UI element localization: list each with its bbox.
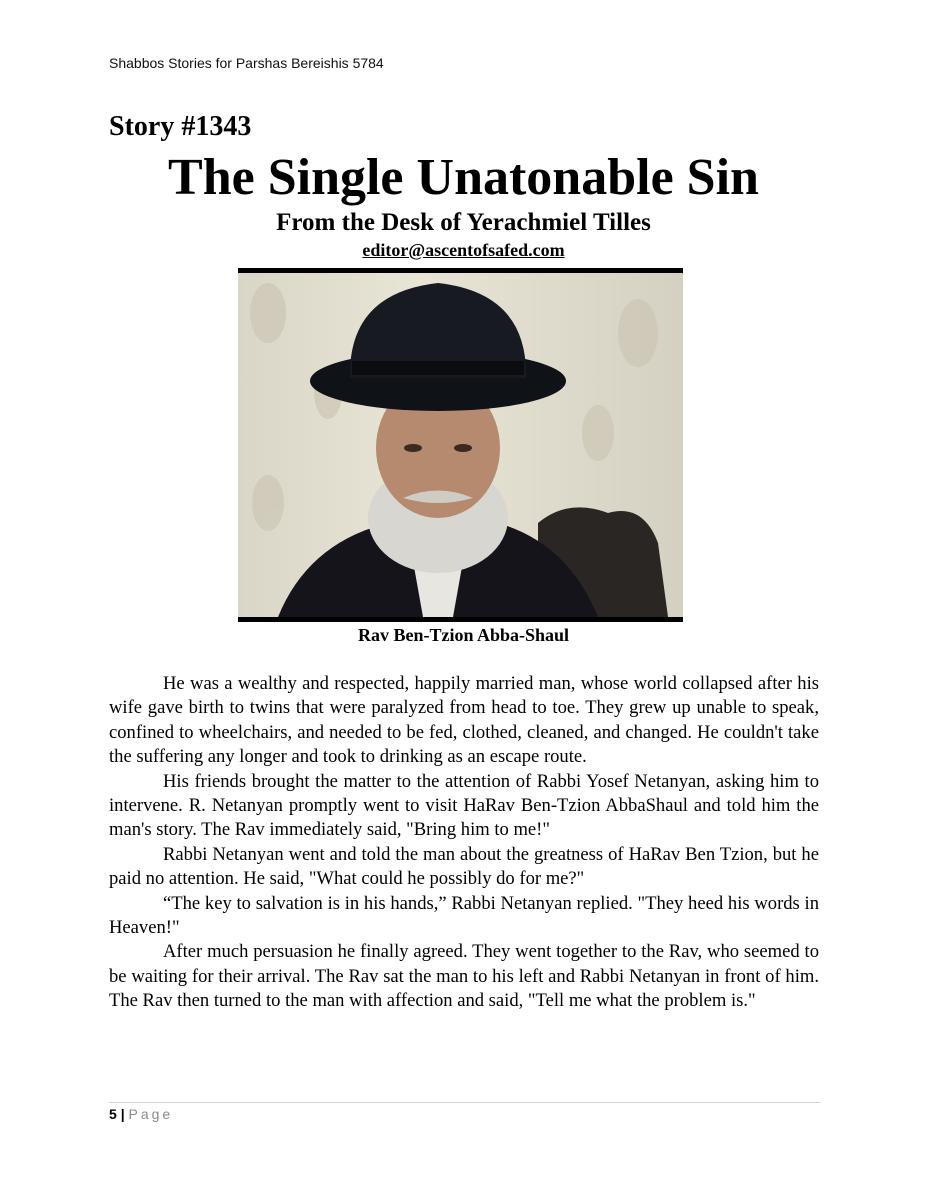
page-footer bbox=[109, 1106, 173, 1122]
running-header: Shabbos Stories for Parshas Bereishis 5784 bbox=[109, 55, 384, 71]
paragraph: After much persuasion he finally agreed. They went together to the Rav, who seemed to be waiting for their arrival. The Rav sat the man to his left and Rabbi Netanyan in front of him. The Rav then turned to the man with affection and said, "Tell me what the problem is." bbox=[109, 941, 819, 1012]
portrait-illustration bbox=[238, 273, 683, 617]
footer-divider bbox=[109, 1102, 820, 1103]
paragraph: His friends brought the matter to the attention of Rabbi Yosef Netanyan, asking him to intervene. R. Netanyan promptly went to visit HaRav Ben-Tzion AbbaShaul and told him the man's story. The Rav immediately said, "Bring him to me!" bbox=[109, 770, 819, 841]
page-number: 5 bbox=[109, 1106, 117, 1122]
page-word: Page bbox=[128, 1106, 174, 1122]
portrait-photo bbox=[238, 268, 683, 622]
paragraph: Rabbi Netanyan went and told the man about the greatness of HaRav Ben Tzion, but he paid no attention. He said, "What could he possibly do for me?" bbox=[109, 843, 819, 890]
story-body bbox=[109, 672, 819, 1014]
editor-email-link[interactable]: editor@ascentofsafed.com bbox=[362, 240, 565, 260]
story-number: Story #1343 bbox=[109, 111, 252, 142]
article-title: The Single Unatonable Sin bbox=[168, 149, 759, 206]
footer-separator: | bbox=[120, 1106, 125, 1122]
photo-caption: Rav Ben-Tzion Abba-Shaul bbox=[357, 625, 570, 645]
paragraph: He was a wealthy and respected, happily married man, whose world collapsed after his wife gave birth to twins that were paralyzed from head to toe. They grew up unable to speak, confined to wheelchairs, and needed to be fed, clothed, cleaned, and changed. He couldn't take the suffering any longer and took to drinking as an escape route. bbox=[109, 673, 819, 768]
paragraph: “The key to salvation is in his hands,” Rabbi Netanyan replied. "They heed his words in Heaven!" bbox=[109, 892, 819, 939]
byline: From the Desk of Yerachmiel Tilles bbox=[276, 209, 651, 236]
